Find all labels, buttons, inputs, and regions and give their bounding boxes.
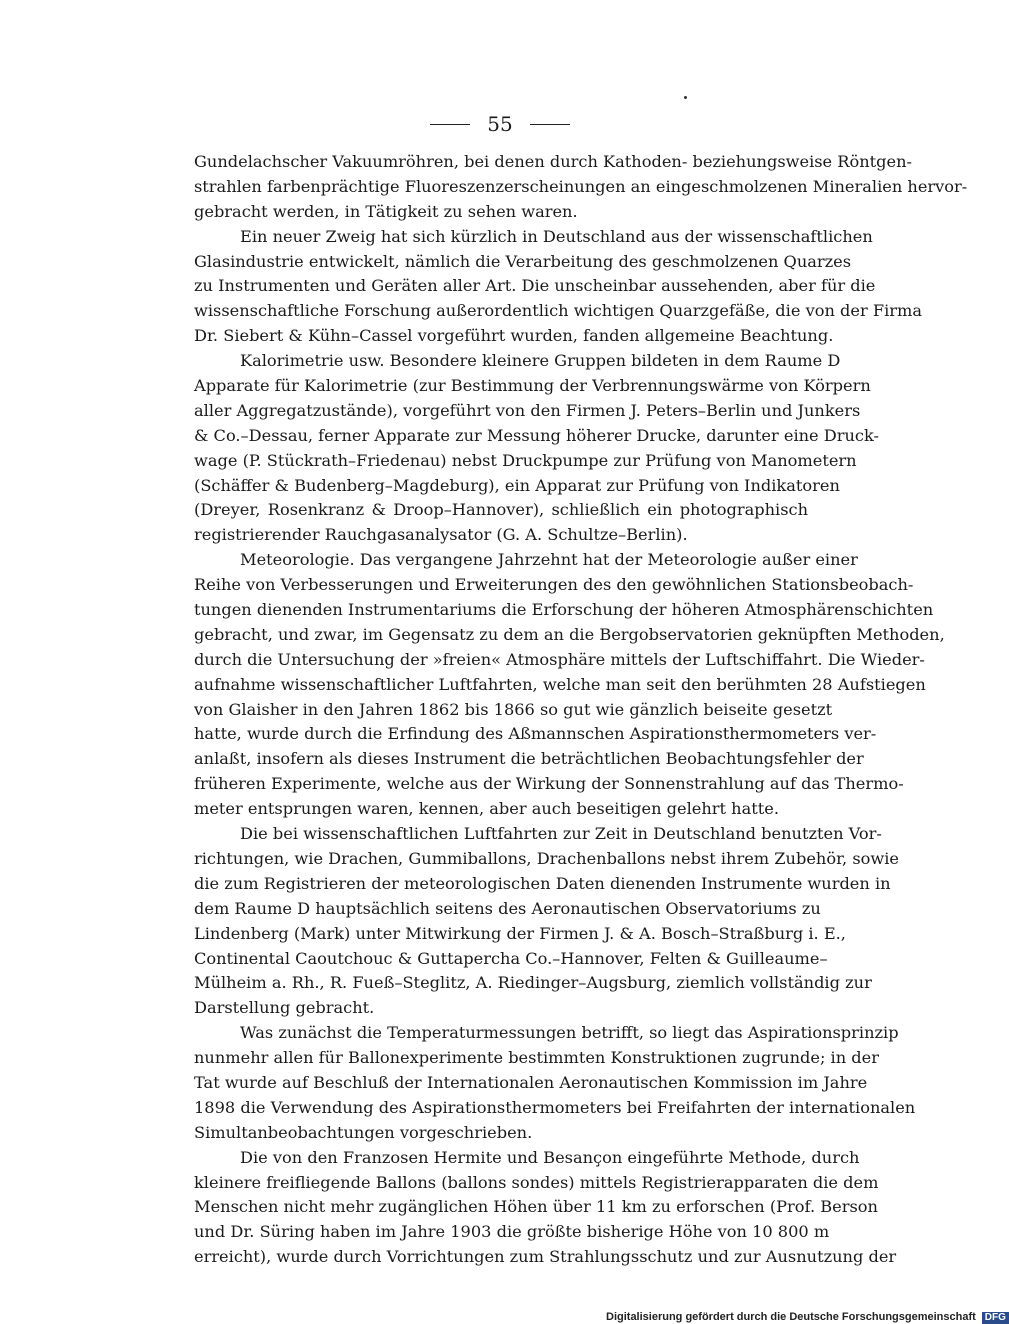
text-line: Die bei wissenschaftlichen Luftfahrten zur Zeit in Deutschland benutzten Vor- bbox=[240, 824, 882, 844]
text-line: hatte, wurde durch die Erfindung des Aßmannschen Aspirationsthermometers ver- bbox=[194, 724, 877, 744]
text-line: aufnahme wissenschaftlicher Luftfahrten, welche man seit den berühmten 28 Aufstiegen bbox=[194, 674, 926, 694]
text-line: (Schäffer & Budenberg–Magdeburg), ein Apparat zur Prüfung von Indikatoren bbox=[194, 475, 840, 495]
text-line: anlaßt, insofern als dieses Instrument die beträchtlichen Beobachtungsfehler der bbox=[194, 749, 864, 769]
text-line: gebracht werden, in Tätigkeit zu sehen waren. bbox=[194, 201, 578, 221]
text-line: und Dr. Süring haben im Jahre 1903 die größte bisherige Höhe von 10 800 m bbox=[194, 1222, 830, 1242]
text-line: kleinere freifliegende Ballons (ballons sondes) mittels Registrierapparaten die dem bbox=[194, 1172, 879, 1192]
text-line: erreicht), wurde durch Vorrichtungen zum Strahlungsschutz und zur Ausnutzung der bbox=[194, 1247, 897, 1267]
text-line: Mülheim a. Rh., R. Fueß–Steglitz, A. Riedinger–Augsburg, ziemlich vollständig zur bbox=[194, 973, 872, 993]
text-line: Die von den Franzosen Hermite und Besançon eingeführte Methode, durch bbox=[240, 1147, 860, 1167]
header-rule-left bbox=[430, 124, 470, 125]
header-rule-right bbox=[530, 124, 570, 125]
text-line: von Glaisher in den Jahren 1862 bis 1866 so gut wie gänzlich beiseite gesetzt bbox=[194, 699, 833, 719]
text-line: meter entsprungen waren, kennen, aber auch beseitigen gelehrt hatte. bbox=[194, 799, 779, 819]
text-line: Was zunächst die Temperaturmessungen betrifft, so liegt das Aspirationsprinzip bbox=[240, 1023, 899, 1043]
digitization-footer bbox=[606, 1310, 1009, 1324]
text-line: 1898 die Verwendung des Aspirationsthermometers bei Freifahrten der internationalen bbox=[194, 1097, 916, 1117]
text-line: aller Aggregatzustände), vorgeführt von den Firmen J. Peters–Berlin und Junkers bbox=[194, 400, 861, 420]
text-line: Menschen nicht mehr zugänglichen Höhen über 11 km zu erforschen (Prof. Berson bbox=[194, 1197, 878, 1217]
text-line: durch die Untersuchung der »freien« Atmosphäre mittels der Luftschiffahrt. Die Wieder- bbox=[194, 649, 925, 669]
text-line: & Co.–Dessau, ferner Apparate zur Messung höherer Drucke, darunter eine Druck- bbox=[194, 425, 879, 445]
text-line: dem Raume D hauptsächlich seitens des Aeronautischen Observatoriums zu bbox=[194, 898, 821, 918]
text-line: Continental Caoutchouc & Guttapercha Co.–Hannover, Felten & Guilleaume– bbox=[194, 948, 828, 968]
section-heading-line: Meteorologie. Das vergangene Jahrzehnt hat der Meteorologie außer einer bbox=[240, 550, 858, 570]
text-line: Dr. Siebert & Kühn–Cassel vorgeführt wurden, fanden allgemeine Beachtung. bbox=[194, 326, 834, 346]
page-header bbox=[0, 112, 1000, 136]
text-line: registrierender Rauchgasanalysator (G. A. Schultze–Berlin). bbox=[194, 525, 688, 545]
text-line: die zum Registrieren der meteorologischen Daten dienenden Instrumente wurden in bbox=[194, 873, 891, 893]
text-line: nunmehr allen für Ballonexperimente bestimmten Konstruktionen zugrunde; in der bbox=[194, 1048, 879, 1068]
text-line: Lindenberg (Mark) unter Mitwirkung der Firmen J. & A. Bosch–Straßburg i. E., bbox=[194, 923, 846, 943]
text-line: tungen dienenden Instrumentariums die Erforschung der höheren Atmosphärenschichten bbox=[194, 600, 934, 620]
text-line: Gundelachscher Vakuumröhren, bei denen durch Kathoden- beziehungsweise Röntgen- bbox=[194, 152, 912, 171]
text-line: gebracht, und zwar, im Gegensatz zu dem an die Bergobservatorien geknüpften Methoden, bbox=[194, 624, 945, 644]
text-line: strahlen farbenprächtige Fluoreszenzerscheinungen an eingeschmolzenen Mineralien hervor- bbox=[194, 176, 968, 196]
speck-mark bbox=[684, 96, 687, 99]
text-line: Glasindustrie entwickelt, nämlich die Verarbeitung des geschmolzenen Quarzes bbox=[194, 251, 852, 271]
text-line: Darstellung gebracht. bbox=[194, 998, 375, 1018]
text-line: früheren Experimente, welche aus der Wirkung der Sonnenstrahlung auf das Thermo- bbox=[194, 774, 904, 794]
text-line: wage (P. Stückrath–Friedenau) nebst Druckpumpe zur Prüfung von Manometern bbox=[194, 450, 857, 470]
dfg-logo: DFG bbox=[982, 1312, 1009, 1324]
text-line: Reihe von Verbesserungen und Erweiterungen des den gewöhnlichen Stationsbeobach- bbox=[194, 575, 914, 595]
text-line: (Dreyer, Rosenkranz & Droop–Hannover), schließlich ein photographisch bbox=[194, 500, 808, 520]
text-line: Tat wurde auf Beschluß der Internationalen Aeronautischen Kommission im Jahre bbox=[194, 1072, 868, 1092]
text-line: richtungen, wie Drachen, Gummiballons, Drachenballons nebst ihrem Zubehör, sowie bbox=[194, 848, 900, 868]
text-line: wissenschaftliche Forschung außerordentlich wichtigen Quarzgefäße, die von der Firma bbox=[194, 301, 923, 321]
text-line: zu Instrumenten und Geräten aller Art. Die unscheinbar aussehenden, aber für die bbox=[194, 276, 876, 296]
section-heading-line: Kalorimetrie usw. Besondere kleinere Gruppen bildeten in dem Raume D bbox=[240, 351, 841, 371]
text-line: Apparate für Kalorimetrie (zur Bestimmung der Verbrennungswärme von Körpern bbox=[194, 376, 871, 396]
text-line: Ein neuer Zweig hat sich kürzlich in Deutschland aus der wissenschaftlichen bbox=[240, 226, 873, 246]
body-text bbox=[194, 150, 968, 1270]
text-line: Simultanbeobachtungen vorgeschrieben. bbox=[194, 1122, 533, 1142]
page-number: 55 bbox=[487, 112, 513, 136]
footer-text: Digitalisierung gefördert durch die Deutsche Forschungsgemeinschaft bbox=[606, 1311, 976, 1323]
